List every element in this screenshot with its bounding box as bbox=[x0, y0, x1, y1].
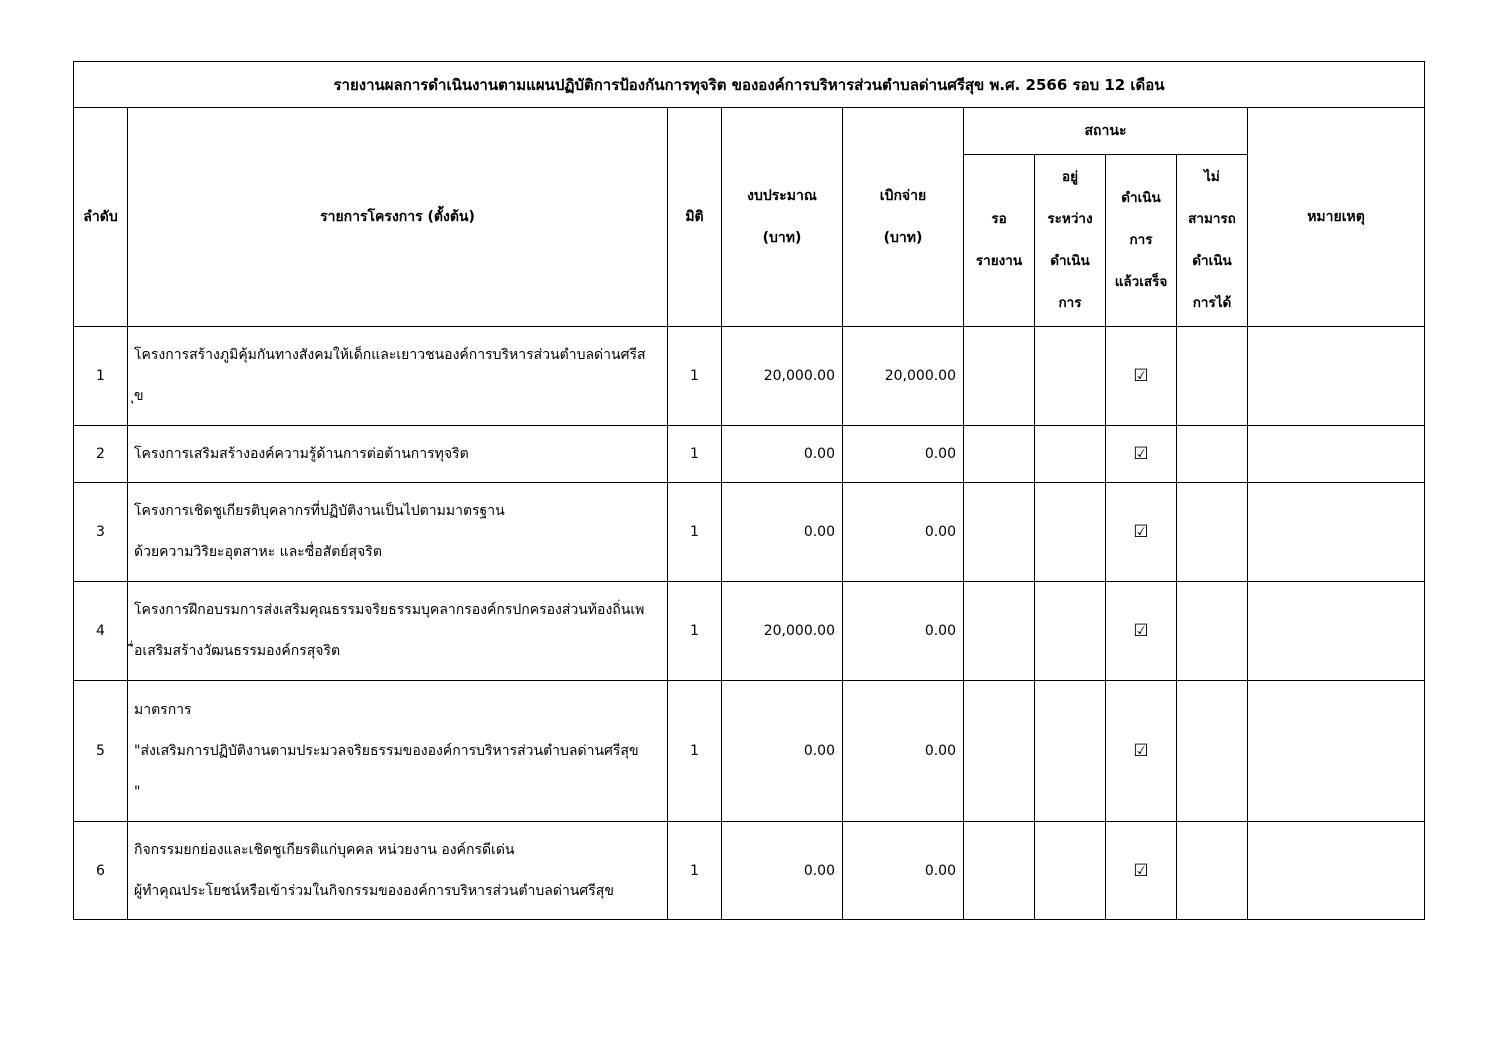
checkbox-checked-icon: ☑ bbox=[1106, 681, 1177, 822]
row-disbursed: 0.00 bbox=[843, 426, 964, 483]
row-no: 5 bbox=[74, 681, 128, 822]
row-remarks bbox=[1248, 426, 1425, 483]
row-budget: 20,000.00 bbox=[722, 582, 843, 681]
row-project: มาตรการ "ส่งเสริมการปฏิบัติงานตามประมวลจริยธรรมขององค์การบริหารส่วนตำบลด่านศรีสุข " bbox=[128, 681, 668, 822]
header-status-waiting: รอ รายงาน bbox=[964, 155, 1035, 327]
row-disbursed: 0.00 bbox=[843, 483, 964, 582]
row-dimension: 1 bbox=[668, 681, 722, 822]
row-no: 3 bbox=[74, 483, 128, 582]
row-no: 1 bbox=[74, 327, 128, 426]
header-disbursed: เบิกจ่าย (บาท) bbox=[843, 108, 964, 327]
header-status-done: ดำเนิน การ แล้วเสร็จ bbox=[1106, 155, 1177, 327]
row-status-waiting bbox=[964, 426, 1035, 483]
row-remarks bbox=[1248, 483, 1425, 582]
row-project: โครงการเสริมสร้างองค์ความรู้ด้านการต่อต้านการทุจริต bbox=[128, 426, 668, 483]
row-status-waiting bbox=[964, 822, 1035, 920]
row-project: กิจกรรมยกย่องและเชิดชูเกียรติแก่บุคคล หน่วยงาน องค์กรดีเด่น ผู้ทำคุณประโยชน์หรือเข้าร่วมในกิจกรรมขององค์การบริหารส่วนตำบลด่านศรีสุข bbox=[128, 822, 668, 920]
row-remarks bbox=[1248, 327, 1425, 426]
row-project: โครงการเชิดชูเกียรติบุคลากรที่ปฏิบัติงานเป็นไปตามมาตรฐาน ด้วยความวิริยะอุตสาหะ และซื่อสัตย์สุจริต bbox=[128, 483, 668, 582]
row-budget: 0.00 bbox=[722, 426, 843, 483]
row-status-unable bbox=[1177, 681, 1248, 822]
row-status-waiting bbox=[964, 483, 1035, 582]
row-budget: 0.00 bbox=[722, 483, 843, 582]
header-status: สถานะ bbox=[964, 108, 1248, 155]
report-table bbox=[73, 61, 1425, 920]
header-status-in-progress: อยู่ ระหว่าง ดำเนิน การ bbox=[1035, 155, 1106, 327]
checkbox-checked-icon: ☑ bbox=[1106, 426, 1177, 483]
row-dimension: 1 bbox=[668, 822, 722, 920]
checkbox-checked-icon: ☑ bbox=[1106, 483, 1177, 582]
row-status-in-progress bbox=[1035, 483, 1106, 582]
table-row bbox=[74, 426, 1425, 483]
table-row bbox=[74, 483, 1425, 582]
header-no: ลำดับ bbox=[74, 108, 128, 327]
row-project: โครงการฝึกอบรมการส่งเสริมคุณธรรมจริยธรรมบุคลากรองค์กรปกครองส่วนท้องถิ่นเพ ื่อเสริมสร้างวัฒนธรรมองค์กรสุจริต bbox=[128, 582, 668, 681]
checkbox-checked-icon: ☑ bbox=[1106, 582, 1177, 681]
row-remarks bbox=[1248, 822, 1425, 920]
row-project: โครงการสร้างภูมิคุ้มกันทางสังคมให้เด็กและเยาวชนองค์การบริหารส่วนตำบลด่านศรีส ุข bbox=[128, 327, 668, 426]
row-status-in-progress bbox=[1035, 681, 1106, 822]
header-remarks: หมายเหตุ bbox=[1248, 108, 1425, 327]
header-project: รายการโครงการ (ตั้งต้น) bbox=[128, 108, 668, 327]
row-disbursed: 20,000.00 bbox=[843, 327, 964, 426]
header-status-unable: ไม่ สามารถ ดำเนิน การได้ bbox=[1177, 155, 1248, 327]
row-status-unable bbox=[1177, 483, 1248, 582]
row-no: 6 bbox=[74, 822, 128, 920]
report-title: รายงานผลการดำเนินงานตามแผนปฏิบัติการป้องกันการทุจริต ขององค์การบริหารส่วนตำบลด่านศรีสุข พ.ศ. 2566 รอบ 12 เดือน bbox=[74, 62, 1425, 108]
row-status-unable bbox=[1177, 582, 1248, 681]
row-no: 4 bbox=[74, 582, 128, 681]
row-status-in-progress bbox=[1035, 822, 1106, 920]
checkbox-checked-icon: ☑ bbox=[1106, 327, 1177, 426]
row-status-in-progress bbox=[1035, 426, 1106, 483]
row-dimension: 1 bbox=[668, 582, 722, 681]
row-budget: 0.00 bbox=[722, 681, 843, 822]
row-status-in-progress bbox=[1035, 327, 1106, 426]
row-no: 2 bbox=[74, 426, 128, 483]
row-status-in-progress bbox=[1035, 582, 1106, 681]
header-dimension: มิติ bbox=[668, 108, 722, 327]
row-status-unable bbox=[1177, 822, 1248, 920]
row-disbursed: 0.00 bbox=[843, 822, 964, 920]
row-disbursed: 0.00 bbox=[843, 681, 964, 822]
row-remarks bbox=[1248, 681, 1425, 822]
row-remarks bbox=[1248, 582, 1425, 681]
row-dimension: 1 bbox=[668, 426, 722, 483]
table-row bbox=[74, 582, 1425, 681]
row-status-waiting bbox=[964, 681, 1035, 822]
row-budget: 20,000.00 bbox=[722, 327, 843, 426]
row-budget: 0.00 bbox=[722, 822, 843, 920]
row-dimension: 1 bbox=[668, 483, 722, 582]
row-disbursed: 0.00 bbox=[843, 582, 964, 681]
row-status-waiting bbox=[964, 582, 1035, 681]
checkbox-checked-icon: ☑ bbox=[1106, 822, 1177, 920]
row-status-unable bbox=[1177, 426, 1248, 483]
row-dimension: 1 bbox=[668, 327, 722, 426]
row-status-unable bbox=[1177, 327, 1248, 426]
table-row bbox=[74, 327, 1425, 426]
header-budget: งบประมาณ (บาท) bbox=[722, 108, 843, 327]
row-status-waiting bbox=[964, 327, 1035, 426]
table-row bbox=[74, 822, 1425, 920]
table-row bbox=[74, 681, 1425, 822]
